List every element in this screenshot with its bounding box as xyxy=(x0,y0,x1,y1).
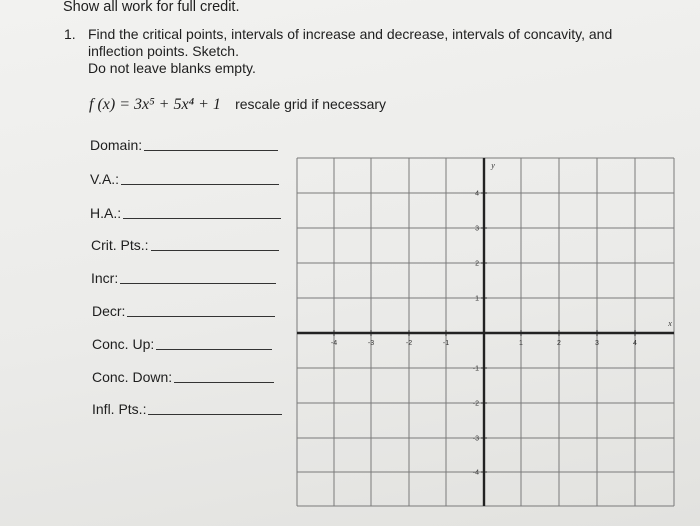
y-tick-label: -2 xyxy=(472,400,479,408)
vertical-asymptote-label: V.A.: xyxy=(90,171,120,187)
problem-number: 1. xyxy=(64,26,76,42)
full-credit-instruction: Show all work for full credit. xyxy=(63,0,240,15)
x-tick-label: 1 xyxy=(519,340,523,347)
y-tick-label: 1 xyxy=(475,295,479,303)
y-axis-label: y xyxy=(491,161,495,170)
rescale-note: rescale grid if necessary xyxy=(235,96,387,112)
x-axis-label: x xyxy=(668,319,672,328)
y-tick-label: 4 xyxy=(475,190,479,198)
x-tick-label: 3 xyxy=(595,340,599,347)
x-tick-label: -4 xyxy=(330,340,338,347)
x-tick-label: -3 xyxy=(367,340,375,347)
x-tick-label: -2 xyxy=(405,340,413,347)
decreasing-label: Decr: xyxy=(92,303,126,319)
concave-up-label: Conc. Up: xyxy=(92,336,155,352)
function-formula: f (x) = 3x⁵ + 5x⁴ + 1 xyxy=(89,96,221,113)
x-tick-label: 2 xyxy=(557,340,561,347)
y-tick-label: 3 xyxy=(475,225,479,233)
inflection-points-label: Infl. Pts.: xyxy=(92,401,147,417)
concave-down-label: Conc. Down: xyxy=(92,369,173,385)
y-tick-label: 2 xyxy=(475,260,479,268)
y-tick-label: -1 xyxy=(472,365,479,373)
increasing-label: Incr: xyxy=(91,270,119,286)
x-tick-label: 4 xyxy=(633,340,637,347)
instruction-line: inflection points. Sketch. xyxy=(88,43,239,59)
instruction-line: Do not leave blanks empty. xyxy=(88,60,256,76)
critical-points-label: Crit. Pts.: xyxy=(91,237,149,253)
instruction-line: Find the critical points, intervals of increase and decrease, intervals of concavity, and xyxy=(88,26,613,42)
y-tick-label: -4 xyxy=(472,469,479,477)
x-tick-label: -1 xyxy=(442,340,450,347)
y-tick-label: -3 xyxy=(472,435,479,443)
horizontal-asymptote-label: H.A.: xyxy=(90,205,122,221)
domain-label: Domain: xyxy=(90,137,143,153)
